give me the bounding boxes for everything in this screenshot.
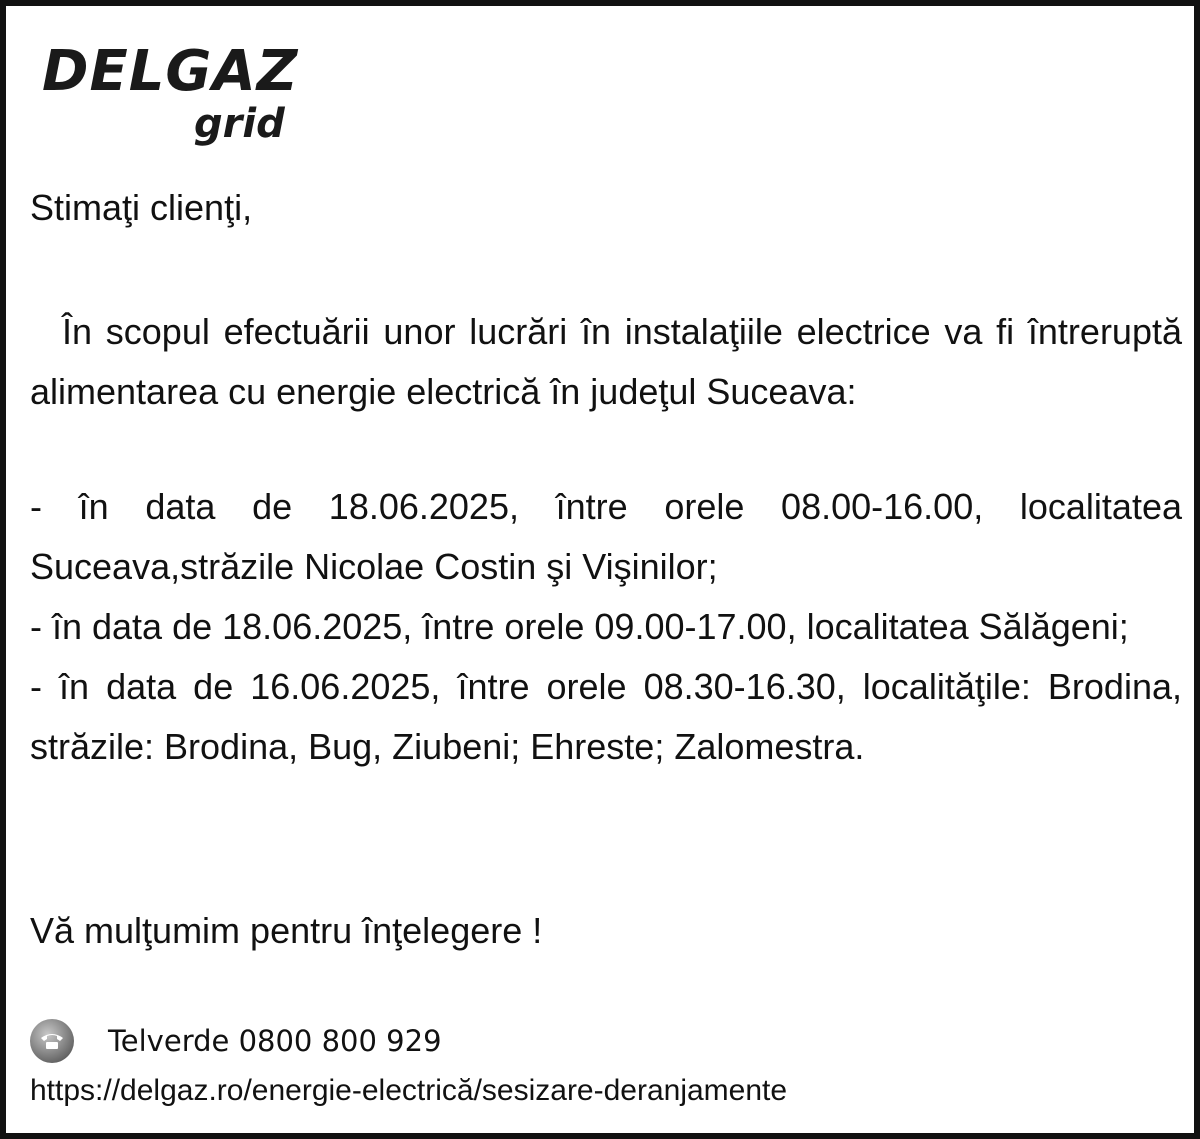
delgaz-grid-logo xyxy=(42,39,312,152)
outage-item: - în data de 18.06.2025, între orele 08.00-16.00, localitatea Suceava,străzile Nicolae Costin şi Vişinilor; xyxy=(30,486,1182,587)
contact-row xyxy=(30,1016,442,1066)
outage-item: - în data de 16.06.2025, între orele 08.30-16.30, localităţile: Brodina, străzile: Brodina, Bug, Ziubeni; Ehreste; Zalomestra. xyxy=(30,666,1182,767)
thanks-line: Vă mulţumim pentru înţelegere ! xyxy=(30,910,543,951)
greeting: Stimaţi clienţi, xyxy=(30,187,253,228)
outage-list xyxy=(30,477,1182,777)
phone-icon xyxy=(30,1019,74,1063)
hotline-number: Telverde 0800 800 929 xyxy=(108,1024,442,1058)
outage-item: - în data de 18.06.2025, între orele 09.00-17.00, localitatea Sălăgeni; xyxy=(30,606,1129,647)
logo-main-text: DELGAZ xyxy=(42,39,299,104)
logo-sub-text: grid xyxy=(194,101,285,147)
intro-paragraph: În scopul efectuării unor lucrări în instalaţiile electrice va fi întreruptă alimentarea cu energie electrică în judeţul Suceava: xyxy=(30,311,1182,412)
report-url[interactable]: https://delgaz.ro/energie-electrică/sesizare-deranjamente xyxy=(30,1074,788,1107)
